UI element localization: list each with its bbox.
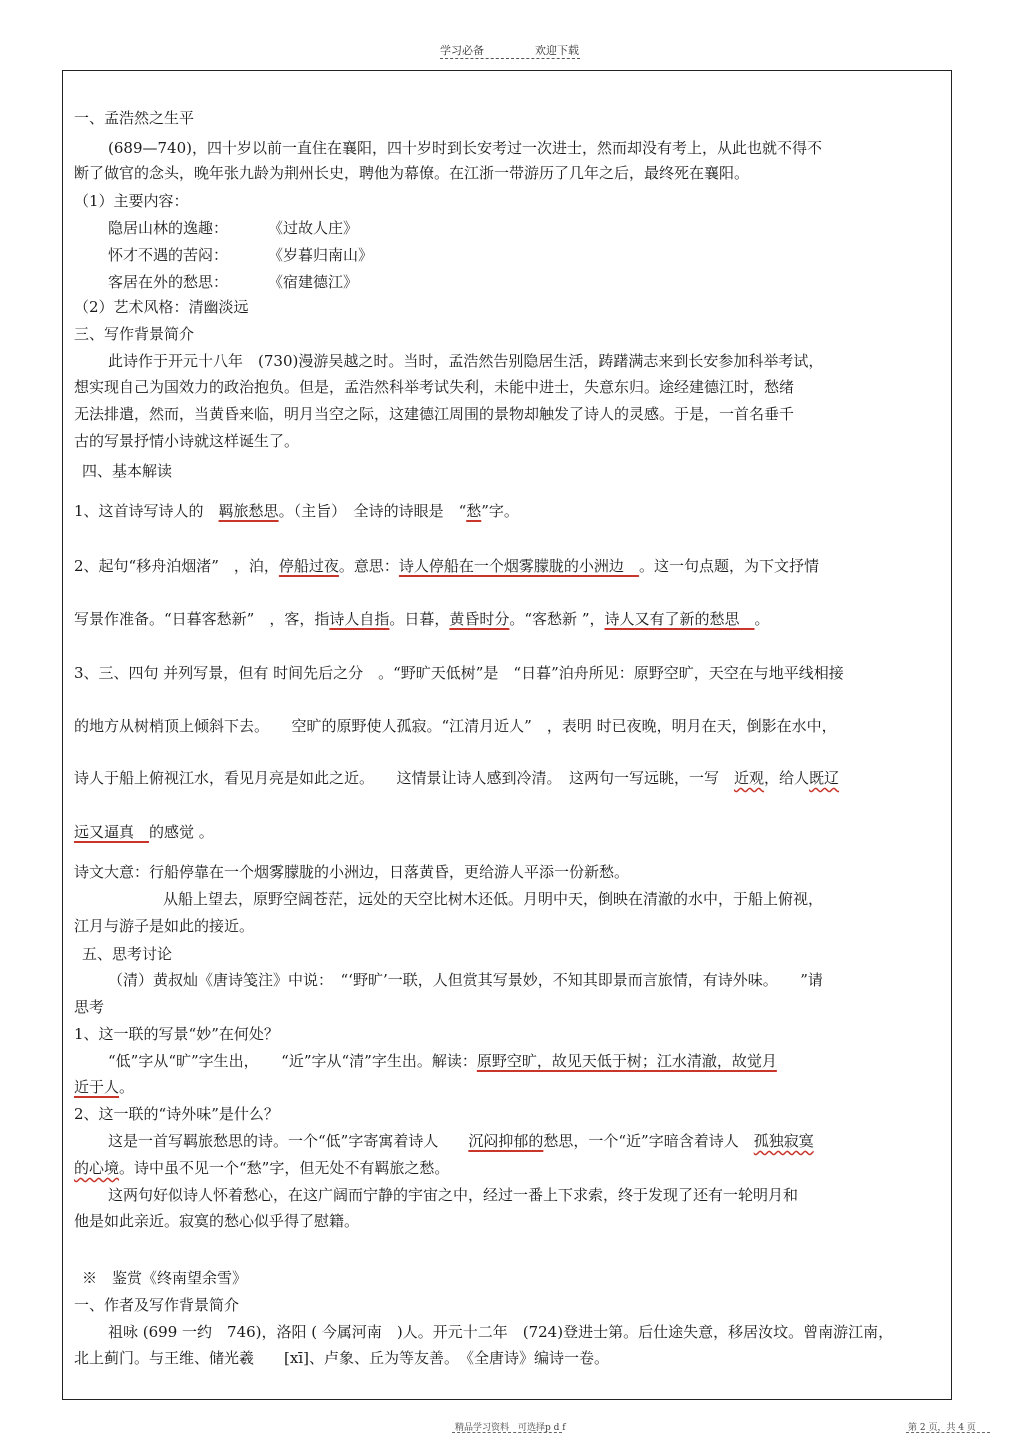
answer-underline: 原野空旷，故见天低于树；江水清澈，故觉月: [476, 1052, 777, 1070]
art-style: （2）艺术风格：清幽淡远: [74, 298, 249, 316]
answer-line: “低”字从“旷”字生出， “近”字从“清”字生出。解读：原野空旷，故见天低于树；江水清澈，故觉月: [108, 1052, 777, 1070]
answer-underline: 诗人停船在一个烟雾朦胧的小洲边: [398, 557, 639, 575]
answer-line: 近于人。: [74, 1078, 135, 1096]
answer-line-3: 写景作准备。“日暮客愁新” ，客，指诗人自指。日暮，黄昏时分。“客愁新 ”，诗人又有了新的愁思 。: [74, 610, 770, 628]
answer-underline: 沉闷抑郁的: [468, 1132, 544, 1150]
footer-page-number: 第 2 页，共 4 页: [908, 1423, 976, 1433]
background-line: 想实现自己为国效力的政治抱负。但是，孟浩然科举考试失利，未能中进士，失意东归。途经建德江时，愁绪: [74, 378, 795, 396]
answer-line-1: 1、这首诗写诗人的 羁旅愁思。（主旨） 全诗的诗眼是 “愁”字。: [74, 502, 519, 520]
question-1: 1、这一联的写景“妙”在何处？: [74, 1025, 279, 1043]
footer-left-text: 精品学习资料: [455, 1423, 510, 1433]
background-line: 无法排遣，然而，当黄昏来临，明月当空之际，这建德江周围的景物却触发了诗人的灵感。于是，一首名垂千: [74, 405, 795, 423]
header-divider: [440, 58, 580, 59]
header-right-text: 欢迎下载: [535, 44, 579, 57]
theme-item: 怀才不遇的苦闷： 《岁暮归南山》: [108, 246, 374, 264]
bio-line-1: (689—740)，四十岁以前一直住在襄阳，四十岁时到长安考过一次进士，然而却没有考上，从此也就不得不: [108, 139, 822, 157]
poem-gist: 诗文大意：行船停靠在一个烟雾朦胧的小洲边，日落黄昏，更给游人平添一份新愁。: [74, 863, 630, 881]
poem-gist: 江月与游子是如此的接近。: [74, 917, 255, 935]
answer-underline: 既辽: [809, 769, 840, 787]
footer-divider: [906, 1432, 990, 1433]
theme-item: 客居在外的愁思： 《宿建德江》: [108, 273, 359, 291]
poem-gist: 从船上望去，原野空阔苍茫，远处的天空比树木还低。月明中天，倒映在清澈的水中，于船上俯视，: [163, 890, 824, 908]
footer-middle-text: 可选择p d f: [518, 1423, 566, 1433]
main-content-label: （1）主要内容：: [74, 192, 189, 210]
question-2: 2、这一联的“诗外味”是什么？: [74, 1105, 279, 1123]
analysis-line: 远又逼真 的感觉 。: [74, 823, 214, 841]
discussion-intro: 思考: [74, 998, 105, 1016]
page-header: [0, 40, 1024, 66]
answer-underline: 近于人: [74, 1078, 120, 1096]
bio-line-2: 断了做官的念头，晚年张九龄为荆州长史，聘他为幕僚。在江浙一带游历了几年之后，最终死在襄阳。: [74, 164, 750, 182]
answer-line: 他是如此亲近。寂寞的愁心似乎得了慰籍。: [74, 1212, 360, 1230]
answer-underline: 诗人自指: [329, 610, 390, 628]
answer-underline: 孤独寂寞: [753, 1132, 814, 1150]
theme-item: 隐居山林的逸趣： 《过故人庄》: [108, 219, 359, 237]
author-line: 祖咏 (699 一约 746)，洛阳 ( 今属河南 )人。开元十二年 (724)登进士第。后仕途失意，移居汝坟。曾南游江南，: [108, 1323, 894, 1341]
answer-underline: 黄昏时分: [449, 610, 510, 628]
background-line: 古的写景抒情小诗就这样诞生了。: [74, 432, 300, 450]
analysis-line: 的地方从树梢顶上倾斜下去。 空旷的原野使人孤寂。“江清月近人” ，表明 时已夜晚，明月在天，倒影在水中，: [74, 717, 837, 735]
background-line: 此诗作于开元十八年 (730)漫游吴越之时。当时，孟浩然告别隐居生活，踌躇满志来到长安参加科举考试，: [108, 352, 824, 370]
answer-underline: 远又逼真: [74, 823, 150, 841]
answer-line: 这两句好似诗人怀着愁心，在这广阔而宁静的宇宙之中，经过一番上下求索，终于发现了还有一轮明月和: [108, 1186, 799, 1204]
footer-divider: [452, 1432, 562, 1433]
header-left-text: 学习必备: [440, 44, 484, 57]
analysis-line: 诗人于船上俯视江水，看见月亮是如此之近。 这情景让诗人感到冷清。 这两句一写远眺，一写 近观，给人既辽: [74, 769, 840, 787]
answer-underline: 愁: [466, 502, 482, 520]
answer-line-2: 2、起句“移舟泊烟渚” ，泊，停船过夜。意思：诗人停船在一个烟雾朦胧的小洲边 。这一句点题，为下文抒情: [74, 557, 819, 575]
section-4-title: 四、基本解读: [82, 462, 173, 480]
section-5-title: 五、思考讨论: [82, 945, 173, 963]
section-3-title: 三、写作背景简介: [74, 325, 195, 343]
answer-line: 这是一首写羁旅愁思的诗。一个“低”字寄寓着诗人 沉闷抑郁的愁思，一个“近”字暗含着诗人 孤独寂寞: [108, 1132, 814, 1150]
section-6-subtitle: 一、作者及写作背景简介: [74, 1296, 240, 1314]
answer-underline: 诗人又有了新的愁思: [604, 610, 755, 628]
discussion-intro: （清）黄叔灿《唐诗笺注》中说： “‘野旷’一联，人但赏其写景妙，不知其即景而言旅情，有诗外味。 ”请: [108, 971, 823, 989]
answer-underline: 停船过夜: [278, 557, 339, 575]
answer-line: 的心境。诗中虽不见一个“愁”字，但无处不有羁旅之愁。: [74, 1159, 450, 1177]
answer-underline: 近观: [734, 769, 765, 787]
section-6-title: ※ 鉴赏《终南望余雪》: [82, 1269, 248, 1287]
answer-underline: 的心境: [74, 1159, 120, 1177]
answer-underline: 羁旅愁思: [218, 502, 279, 520]
author-line: 北上蓟门。与王维、储光羲 [xī]、卢象、丘为等友善。 《全唐诗》编诗一卷。: [74, 1349, 609, 1367]
analysis-line: 3、三、四句 并列写景，但有 时间先后之分 。“野旷天低树”是 “日暮”泊舟所见：原野空旷，天空在与地平线相接: [74, 664, 844, 682]
section-1-title: 一、孟浩然之生平: [74, 109, 195, 127]
